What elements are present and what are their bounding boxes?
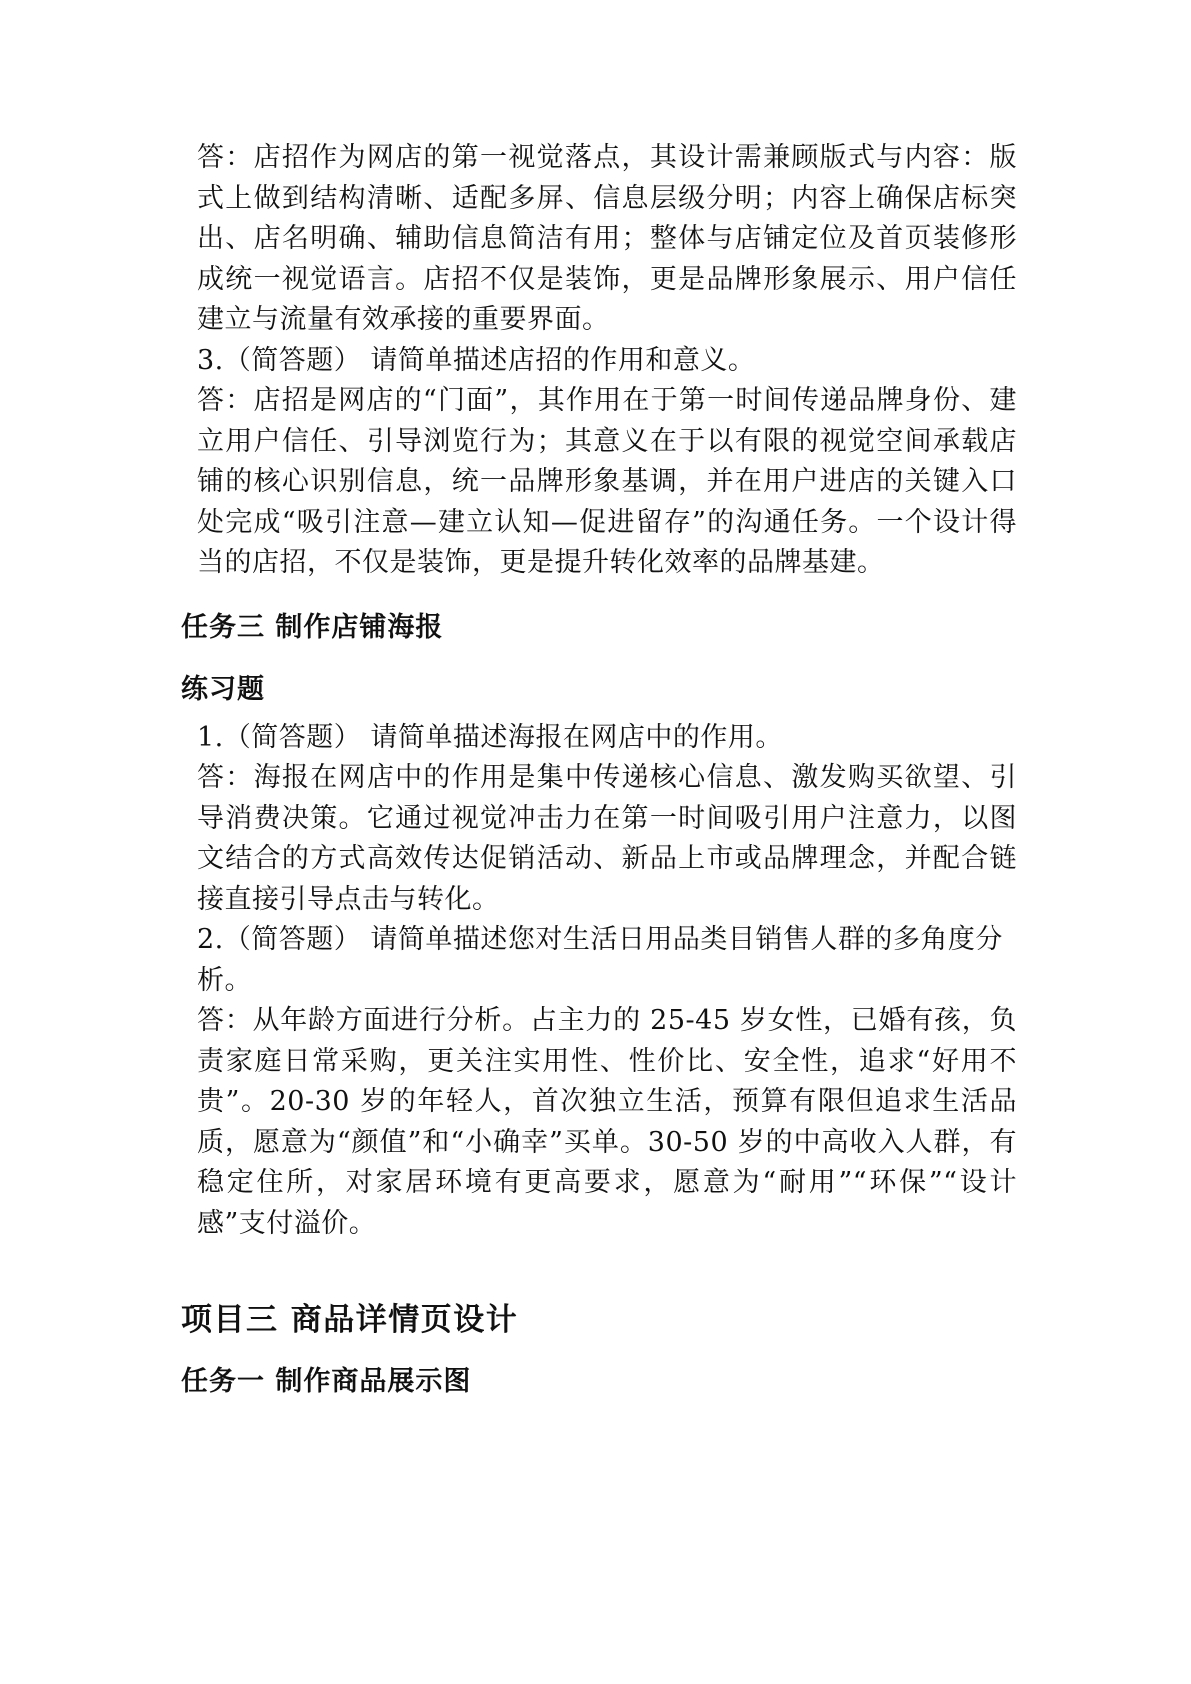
project3-heading: 项目三 商品详情页设计: [181, 1302, 519, 1338]
page-content: [181, 138, 1021, 1402]
answer-paragraph-1: 答：海报在网店中的作用是集中传递核心信息、激发购买欲望、引导消费决策。它通过视觉冲击力在第一时间吸引用户注意力，以图文结合的方式高效传达促销活动、新品上市或品牌理念，并配合链接直接引导点击与转化。: [197, 762, 1017, 915]
question-3: 3.（简答题） 请简单描述店招的作用和意义。: [197, 344, 756, 376]
task3-heading: 任务三 制作店铺海报: [181, 611, 444, 643]
spacer: [181, 1342, 1021, 1362]
spacer: [181, 710, 1021, 718]
spacer: [181, 584, 1021, 608]
question-1: 1.（简答题） 请简单描述海报在网店中的作用。: [197, 721, 783, 753]
question-2: 2.（简答题） 请简单描述您对生活日用品类目销售人群的多角度分析。: [197, 924, 1003, 996]
answer-paragraph-3: 答：店招是网店的“门面”，其作用在于第一时间传递品牌身份、建立用户信任、引导浏览行为；其意义在于以有限的视觉空间承载店铺的核心识别信息，统一品牌形象基调，并在用户进店的关键入口处完成“吸引注意—建立认知—促进留存”的沟通任务。一个设计得当的店招，不仅是装饰，更是提升转化效率的品牌基建。: [197, 385, 1017, 578]
task1-heading: 任务一 制作商品展示图: [181, 1366, 472, 1397]
exercise-heading: 练习题: [181, 673, 265, 705]
spacer: [181, 648, 1021, 670]
answer-paragraph-2: 答：从年龄方面进行分析。占主力的 25-45 岁女性，已婚有孩，负责家庭日常采购，更关注实用性、性价比、安全性，追求“好用不贵”。20-30 岁的年轻人，首次独立生活，预算有限但追求生活品质，愿意为“颜值”和“小确幸”买单。30-50 岁的中高收入人群，有稳定住所，对家居环境有更高要求，愿意为“耐用”“环保”“设计感”支付溢价。: [197, 1005, 1017, 1239]
answer-paragraph-shop-sign-design: 答：店招作为网店的第一视觉落点，其设计需兼顾版式与内容：版式上做到结构清晰、适配多屏、信息层级分明；内容上确保店标突出、店名明确、辅助信息简洁有用；整体与店铺定位及首页装修形成统一视觉语言。店招不仅是装饰，更是品牌形象展示、用户信任建立与流量有效承接的重要界面。: [197, 142, 1017, 335]
spacer: [181, 1244, 1021, 1298]
